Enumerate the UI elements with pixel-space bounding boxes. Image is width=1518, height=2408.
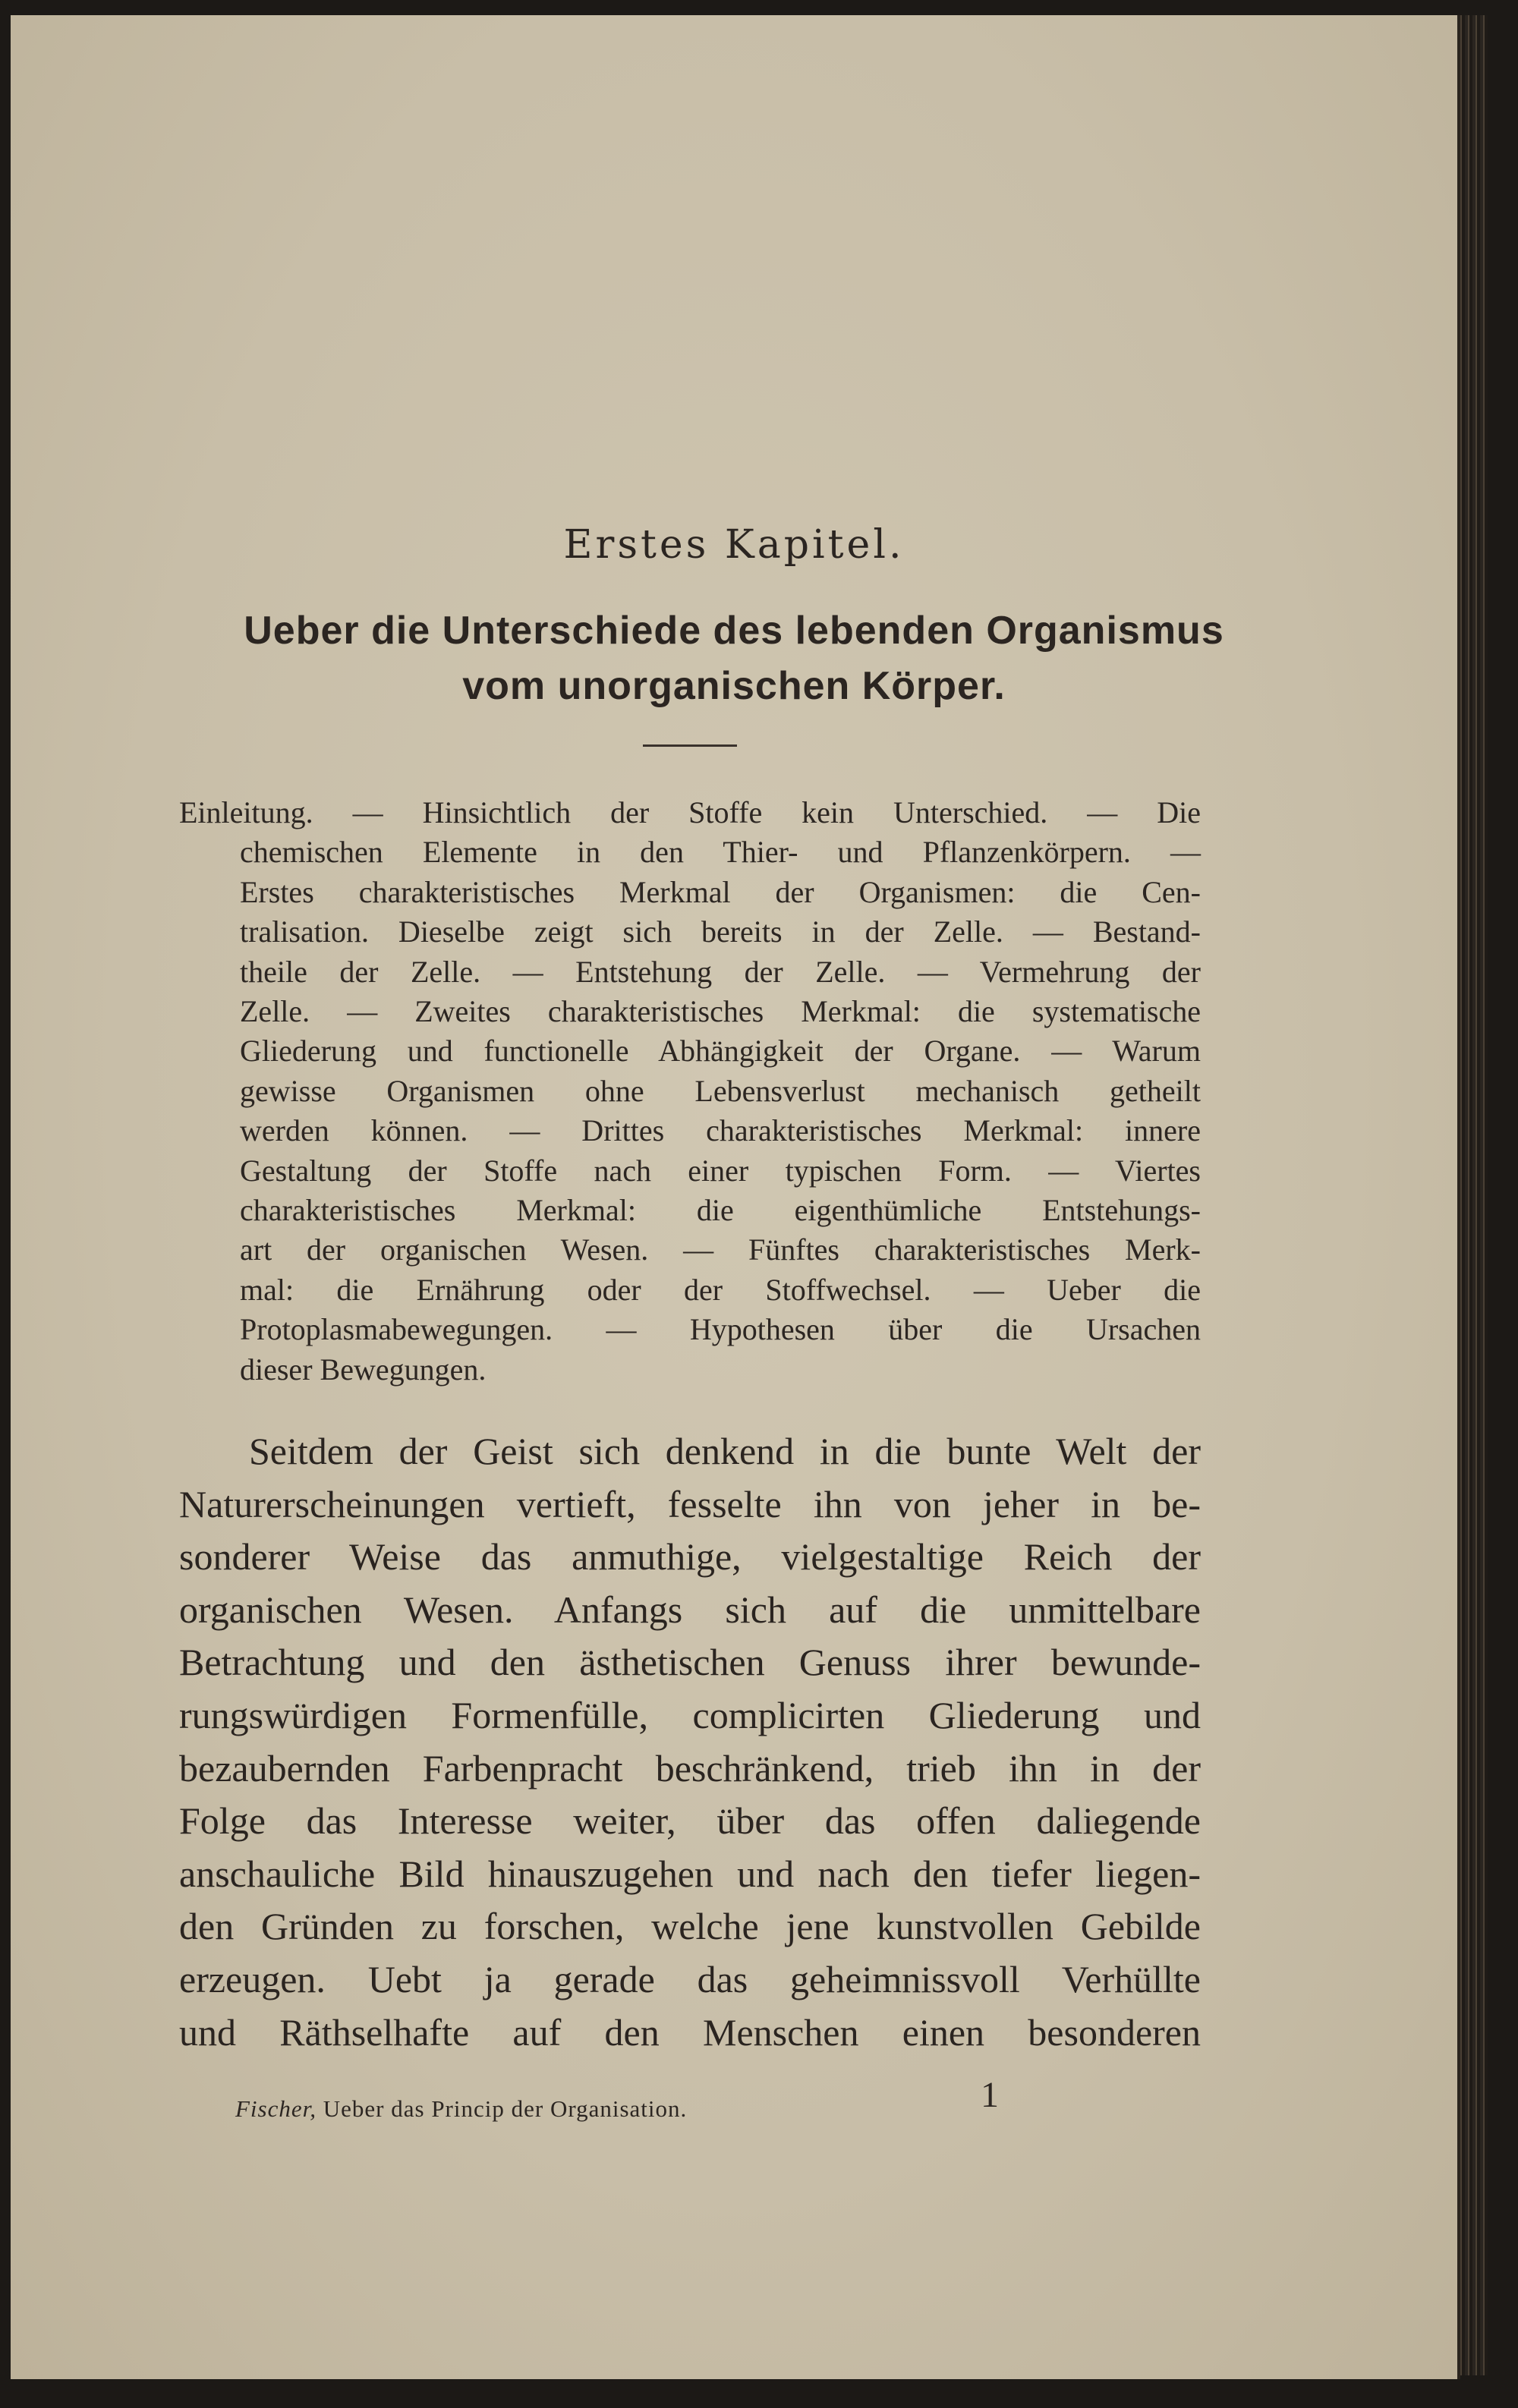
summary-line: Zelle. — Zweites charakteristisches Merkmal: die systematische: [240, 994, 1201, 1029]
body-line: anschauliche Bild hinauszugehen und nach den tiefer liegen-: [179, 1852, 1201, 1895]
chapter-title: [11, 603, 1457, 714]
summary-line: Gestaltung der Stoffe nach einer typischen Form. — Viertes: [240, 1153, 1201, 1188]
summary-line: Protoplasmabewegungen. — Hypothesen über die Ursachen: [240, 1312, 1201, 1347]
footer-title: Ueber das Princip der Organisation.: [323, 2095, 688, 2122]
body-line: den Gründen zu forschen, welche jene kunstvollen Gebilde: [179, 1905, 1201, 1948]
chapter-title-line: Ueber die Unterschiede des lebenden Organismus: [244, 609, 1224, 653]
summary-line: theile der Zelle. — Entstehung der Zelle. — Vermehrung der: [240, 954, 1201, 989]
page-number: 1: [981, 2075, 999, 2115]
body-line: sonderer Weise das anmuthige, vielgestaltige Reich der: [179, 1535, 1201, 1579]
summary-line: dieser Bewegungen.: [240, 1352, 487, 1387]
body-line: erzeugen. Uebt ja gerade das geheimnissvoll Verhüllte: [179, 1957, 1201, 2000]
summary-line: charakteristisches Merkmal: die eigenthümliche Entstehungs-: [240, 1193, 1201, 1228]
body-line: Betrachtung und den ästhetischen Genuss ihrer bewunde-: [179, 1641, 1201, 1684]
footer-author: Fischer,: [235, 2095, 317, 2122]
summary-line: gewisse Organismen ohne Lebensverlust mechanisch getheilt: [240, 1073, 1201, 1108]
divider-rule: [643, 744, 737, 747]
summary-line: mal: die Ernährung oder der Stoffwechsel. — Ueber die: [240, 1272, 1201, 1307]
chapter-summary: [179, 793, 1201, 1390]
book-page: [11, 15, 1460, 2379]
summary-line: Einleitung. — Hinsichtlich der Stoffe kein Unterschied. — Die: [179, 795, 1201, 829]
summary-line: chemischen Elemente in den Thier- und Pflanzenkörpern. —: [240, 835, 1201, 870]
body-line: Folge das Interesse weiter, über das offen daliegende: [179, 1799, 1201, 1843]
summary-line: Erstes charakteristisches Merkmal der Organismen: die Cen-: [240, 874, 1201, 909]
chapter-title-line: vom unorganischen Körper.: [462, 664, 1006, 708]
summary-line: art der organischen Wesen. — Fünftes charakteristisches Merk-: [240, 1232, 1201, 1267]
running-footer: [235, 2095, 687, 2123]
body-line: bezaubernden Farbenpracht beschränkend, trieb ihn in der: [179, 1746, 1201, 1789]
summary-line: tralisation. Dieselbe zeigt sich bereits in der Zelle. — Bestand-: [240, 914, 1201, 949]
body-paragraph: [179, 1425, 1201, 2059]
chapter-label: Erstes Kapitel.: [563, 522, 905, 568]
summary-line: Gliederung und functionelle Abhängigkeit der Organe. — Warum: [240, 1034, 1201, 1069]
summary-line: werden können. — Drittes charakteristisches Merkmal: innere: [240, 1113, 1201, 1148]
body-line: Naturerscheinungen vertieft, fesselte ihn von jeher in be-: [179, 1482, 1201, 1525]
body-line: und Räthselhafte auf den Menschen einen besonderen: [179, 2010, 1201, 2054]
body-line: organischen Wesen. Anfangs sich auf die unmittelbare: [179, 1588, 1201, 1631]
body-line: Seitdem der Geist sich denkend in die bunte Welt der: [249, 1430, 1201, 1472]
body-line: rungswürdigen Formenfülle, complicirten Gliederung und: [179, 1693, 1201, 1736]
